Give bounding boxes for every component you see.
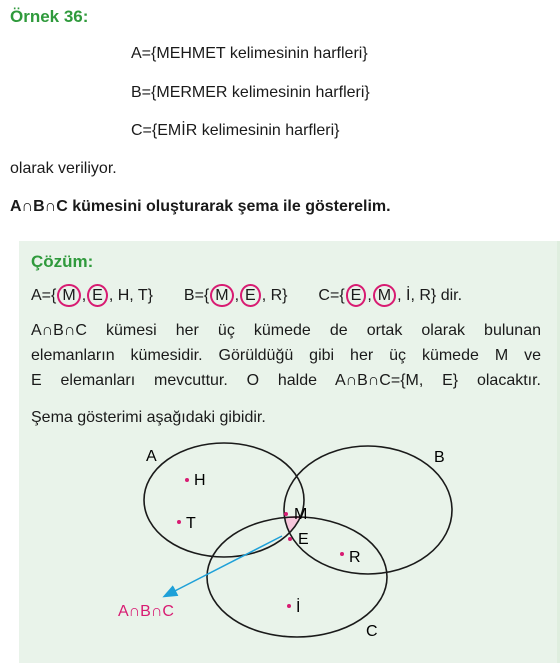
element-m: M	[294, 506, 308, 523]
set-element: H	[117, 287, 130, 304]
set-c-listing: C={ E , M , İ, R} dir.	[318, 287, 462, 304]
circled-element: M	[57, 284, 80, 307]
definition-set-b: B={MERMER kelimesinin harfleri}	[131, 84, 370, 101]
set-c-label: C	[366, 623, 378, 640]
intro-text: olarak veriliyor.	[10, 160, 117, 177]
element-dot	[288, 537, 292, 541]
circled-element: E	[240, 284, 261, 307]
set-b-close: }	[282, 287, 288, 304]
definition-set-a: A={MEHMET kelimesinin harfleri}	[131, 45, 368, 62]
set-b-listing: B={ M , E , R}	[184, 287, 292, 304]
set-a-ellipse	[144, 443, 304, 557]
pointer-arrow	[165, 536, 282, 596]
set-element: R	[270, 287, 283, 304]
example-title: Örnek 36:	[10, 7, 89, 26]
set-c-close: }	[430, 287, 437, 304]
task-statement: A∩B∩C kümesini oluşturarak şema ile gösterelim.	[10, 198, 391, 215]
circled-element: M	[373, 284, 396, 307]
circled-element: E	[87, 284, 108, 307]
paragraph-line: elemanların kümesidir. Görüldüğü gibi her üç kümede M ve	[31, 347, 541, 364]
set-c-ellipse	[207, 517, 387, 637]
set-a-close: }	[147, 287, 153, 304]
element-t: T	[186, 515, 196, 532]
set-c-open: C={	[318, 287, 345, 304]
set-a-listing: A={ M , E , H, T}	[31, 287, 157, 304]
element-e: E	[298, 531, 309, 548]
element-dot	[185, 478, 189, 482]
solution-title: Çözüm:	[31, 252, 94, 271]
set-b-label: B	[434, 449, 445, 466]
set-a-open: A={	[31, 287, 57, 304]
paragraph-line: E elemanları mevcuttur. O halde A∩B∩C={M, E} olacaktır.	[31, 372, 541, 389]
element-r: R	[349, 549, 361, 566]
element-i: İ	[296, 599, 301, 616]
set-b-ellipse	[284, 446, 452, 574]
set-element: İ	[406, 287, 411, 304]
element-dot	[287, 604, 291, 608]
set-a-label: A	[146, 448, 157, 465]
circled-element: M	[210, 284, 233, 307]
pointer-label: A∩B∩C	[118, 603, 174, 620]
circled-element: E	[346, 284, 367, 307]
paragraph-line: A∩B∩C kümesi her üç kümede de ortak olarak bulunan	[31, 322, 541, 339]
element-dot	[177, 520, 181, 524]
set-b-open: B={	[183, 287, 210, 304]
definition-set-c: C={EMİR kelimesinin harfleri}	[131, 122, 340, 139]
set-c-suffix: dir.	[440, 287, 463, 304]
element-dot	[284, 512, 288, 516]
element-dot	[340, 552, 344, 556]
diagram-intro: Şema gösterimi aşağıdaki gibidir.	[31, 409, 266, 426]
set-element: R	[419, 287, 431, 304]
set-element: T	[137, 287, 148, 304]
element-h: H	[194, 472, 206, 489]
